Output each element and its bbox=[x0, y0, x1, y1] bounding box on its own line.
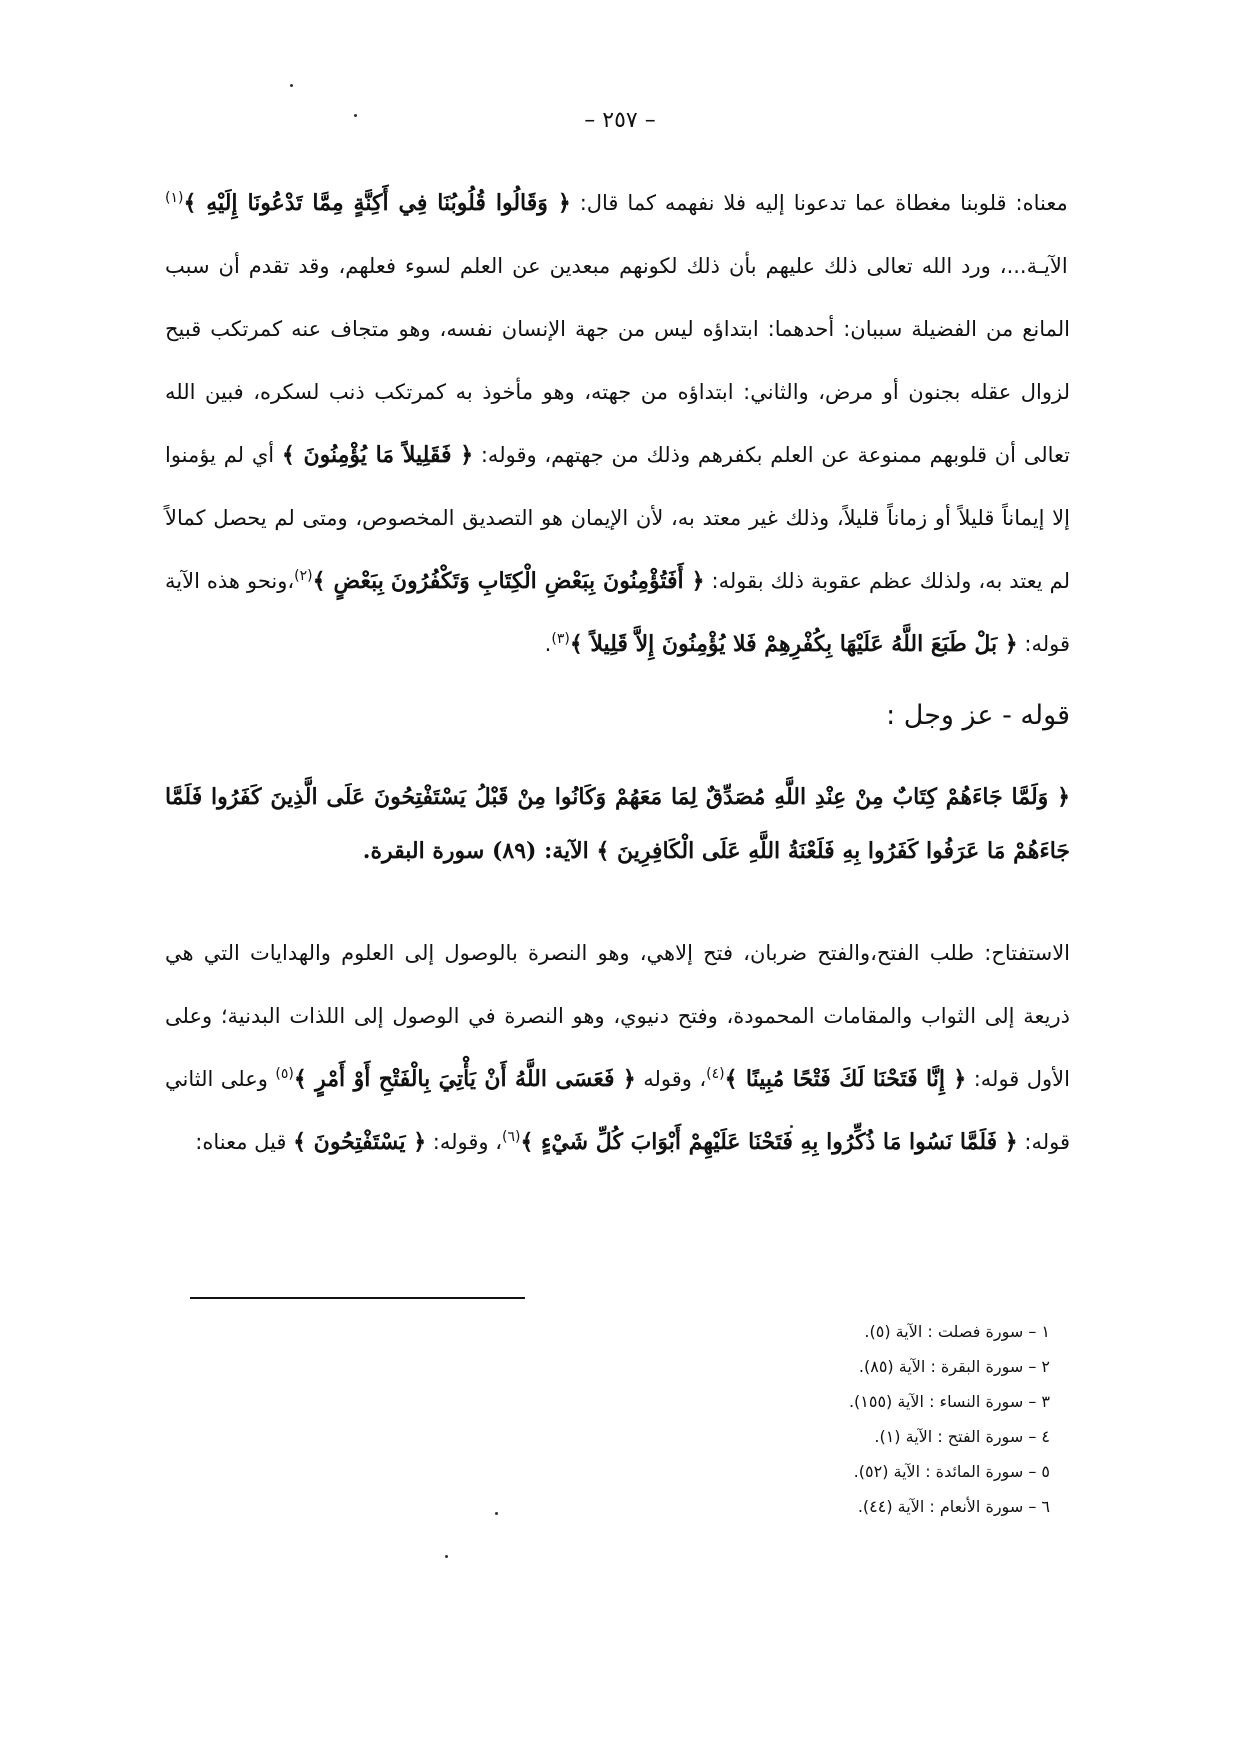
text-run: التي هي ذريعة إلى الثواب والمقامات المحمودة، وفتح دنيوي، وهو النصرة في الوصول إلى اللذات bbox=[165, 941, 1070, 1028]
footnote-separator bbox=[190, 1297, 525, 1299]
footnotes-list bbox=[650, 1314, 1050, 1524]
text-run: فبين الله تعالى أن قلوبهم ممنوعة عن العلم بكفرهم وذلك من جهتهم، وقوله: bbox=[165, 380, 1070, 467]
text-run: قيل معناه: bbox=[195, 1130, 294, 1154]
text-run: وعلى الثاني قوله: bbox=[165, 1067, 1070, 1154]
quran-quote: ﴿ فَقَلِيلاً مَا يُؤْمِنُونَ ﴾ bbox=[281, 442, 474, 468]
text-run: ، وقوله: bbox=[426, 1130, 502, 1154]
verse-block: ﴿ وَلَمَّا جَاءَهُمْ كِتَابٌ مِنْ عِنْدِ اللَّهِ مُصَدِّقٌ لِمَا مَعَهُمْ وَكَانُوا مِنْ قَبْلُ يَسْتَفْتِحُونَ عَلَى الَّذِينَ كَفَرُوا فَلَمَّا جَاءَهُمْ مَا عَرَفُوا كَفَرُوا بِهِ فَلَعْنَةُ اللَّهِ عَلَى الْكَافِرِينَ ﴾ الآية: (٨٩) سورة البقرة. bbox=[165, 784, 1070, 864]
quran-quote: ﴿ وَقَالُوا قُلُوبُنَا فِي أَكِنَّةٍ مِمَّا تَدْعُونَا إِلَيْهِ ﴾ bbox=[183, 190, 571, 216]
quran-quote: ﴿ إِنَّا فَتَحْنَا لَكَ فَتْحًا مُبِينًا ﴾ bbox=[724, 1066, 967, 1092]
paragraph bbox=[165, 922, 1070, 1174]
section-heading: قوله - عز وجل : bbox=[886, 700, 1070, 731]
scan-speck bbox=[445, 1555, 448, 1558]
text-run: معناه: قلوبنا مغطاة عما تدعونا إليه فلا نفهمه كما قال: bbox=[570, 191, 1068, 215]
paragraph bbox=[165, 172, 1070, 676]
footnote-item: ٣ – سورة النساء : الآية (١٥٥). bbox=[848, 1392, 1050, 1411]
commentary-block-2 bbox=[165, 922, 1070, 1174]
scan-speck bbox=[495, 1512, 498, 1515]
footnote-item: ٢ – سورة البقرة : الآية (٨٥). bbox=[858, 1357, 1050, 1376]
quran-quote: ﴿ فَعَسَى اللَّهُ أَنْ يَأْتِيَ بِالْفَتْحِ أَوْ أَمْرٍ ﴾ bbox=[293, 1066, 636, 1092]
footnote-ref: (٤) bbox=[706, 1066, 725, 1082]
footnote-ref: (١) bbox=[165, 190, 184, 206]
footnote-item: ٦ – سورة الأنعام : الآية (٤٤). bbox=[857, 1497, 1050, 1516]
quran-quote: ﴿ يَسْتَفْتِحُونَ ﴾ bbox=[293, 1129, 427, 1155]
commentary-block-1 bbox=[165, 172, 1070, 676]
quran-quote: ﴿ فَلَمَّا نَسُوا مَا ذُكِّرُوا بِهِ فَتَحْنَا عَلَيْهِمْ أَبْوَابَ كُلِّ شَيْءٍ ﴾ bbox=[520, 1129, 1018, 1155]
quran-quote: بِبَعْضٍ ﴾ bbox=[312, 568, 384, 594]
line-1 bbox=[240, 941, 1070, 965]
text-run: ،ونحو هذه الآية قوله: bbox=[165, 569, 1070, 656]
text-run: الآيـة...، ورد الله تعالى ذلك عليهم بأن ذلك لكونهم مبعدين عن العلم لسوء فعلهم، وقد تقدم أن سبب bbox=[165, 254, 1068, 278]
text-run: لم يؤمنوا إلا إيماناً قليلاً أو زماناً قليلاً، وذلك غير معتد به، لأن الإيمان هو التصديق المخصوص، bbox=[165, 443, 1070, 530]
footnote-item: ٥ – سورة المائدة : الآية (٥٢). bbox=[853, 1462, 1050, 1481]
text-run: أي bbox=[251, 443, 282, 467]
quran-quote: ﴿ بَلْ طَبَعَ اللَّهُ عَلَيْهَا بِكُفْرِهِمْ فَلا يُؤْمِنُونَ إِلاَّ قَلِيلاً ﴾ bbox=[569, 631, 1018, 657]
scan-speck bbox=[290, 84, 293, 87]
line-5 bbox=[195, 1130, 1017, 1154]
page-number: – ٢٥٧ – bbox=[584, 108, 656, 133]
text-run: الاستفتاح: طلب الفتح،والفتح ضربان، فتح إلاهي، وهو النصرة بالوصول إلى العلوم والهدايات bbox=[250, 941, 1071, 965]
text-run: ومتى لم يحصل كمالاً لم يعتد به، ولذلك عظم عقوبة ذلك بقوله: bbox=[165, 506, 1070, 593]
footnote-ref: (٣) bbox=[551, 631, 570, 647]
text-run: البدنية؛ وعلى الأول قوله: bbox=[165, 1004, 1070, 1091]
line-3 bbox=[201, 317, 1070, 341]
footnote-item: ١ – سورة فصلت : الآية (٥). bbox=[864, 1322, 1050, 1341]
footnote-ref: (٥) bbox=[275, 1066, 294, 1082]
text-run: ، وقوله bbox=[635, 1067, 707, 1091]
text-run: قبيح لزوال عقله بجنون أو مرض، والثاني: ابتداؤه من جهته، وهو مأخوذ به كمرتكب ذنب لسكره، bbox=[165, 317, 1070, 404]
text-run: المانع من الفضيلة سببان: أحدهما: ابتداؤه ليس من جهة الإنسان نفسه، وهو متجاف عنه كمرتكب bbox=[210, 317, 1070, 341]
footnote-ref: (٦) bbox=[501, 1129, 521, 1145]
line-2 bbox=[165, 254, 1068, 278]
footnote-item: ٤ – سورة الفتح : الآية (١). bbox=[874, 1427, 1050, 1446]
line-1 bbox=[165, 191, 1068, 215]
text-run: . bbox=[544, 632, 552, 656]
quran-quote: ﴿ أَفَتُؤْمِنُونَ بِبَعْضِ الْكِتَابِ وَتَكْفُرُونَ bbox=[390, 568, 705, 594]
footnote-ref: (٢) bbox=[294, 568, 313, 584]
